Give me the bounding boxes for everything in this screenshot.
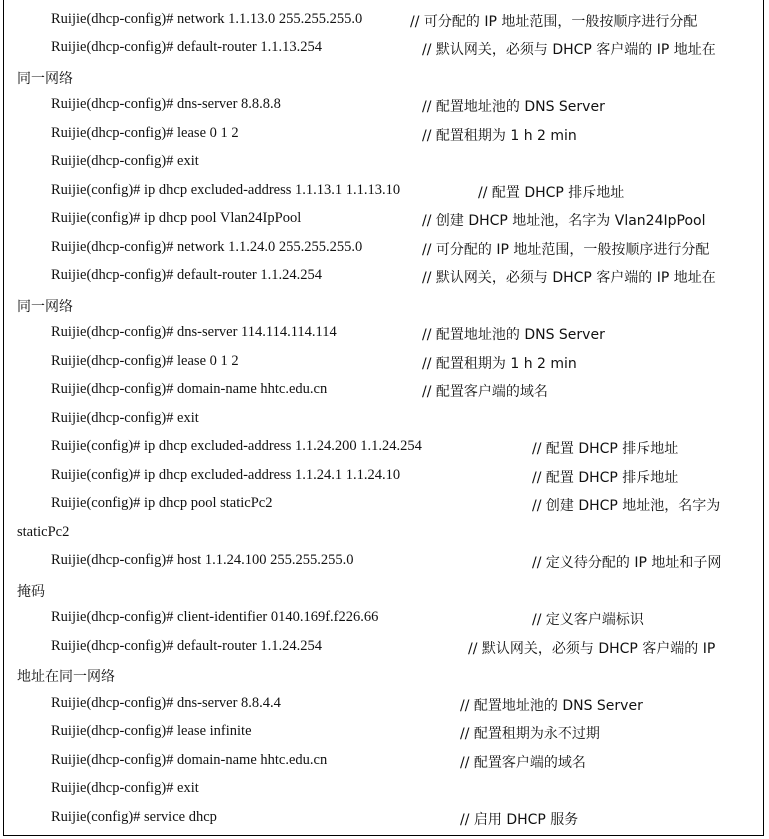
- code-line: [4, 347, 769, 375]
- comment-text: // 配置租期为 1 h 2 min: [422, 128, 577, 144]
- comment-text: // 配置 DHCP 排斥地址: [478, 185, 625, 201]
- code-line: [4, 318, 769, 346]
- command-text: Ruijie(dhcp-config)# domain-name hhtc.edu.cn: [51, 752, 328, 768]
- code-line: [4, 375, 769, 403]
- command-text: Ruijie(config)# ip dhcp excluded-address 1.1.24.1 1.1.24.10: [51, 467, 401, 483]
- code-line: [4, 461, 769, 489]
- code-line: [4, 803, 769, 831]
- wrapped-text: 同一网络: [17, 299, 73, 315]
- code-line: [4, 746, 769, 774]
- code-line: [4, 774, 769, 802]
- comment-text: // 定义客户端标识: [532, 612, 644, 628]
- command-text: Ruijie(dhcp-config)# client-identifier 0140.169f.f226.66: [51, 609, 379, 625]
- command-text: Ruijie(config)# ip dhcp excluded-address 1.1.24.200 1.1.24.254: [51, 438, 422, 454]
- comment-text: // 创建 DHCP 地址池，名字为 Vlan24IpPool: [422, 213, 706, 229]
- code-line: [4, 204, 769, 232]
- code-line: [4, 261, 769, 289]
- comment-text: // 默认网关，必须与 DHCP 客户端的 IP: [468, 641, 716, 657]
- command-text: Ruijie(dhcp-config)# lease 0 1 2: [51, 353, 239, 369]
- command-text: Ruijie(config)# ip dhcp pool Vlan24IpPool: [51, 210, 302, 226]
- wrapped-text: 同一网络: [17, 71, 73, 87]
- code-line-continuation: [4, 575, 769, 603]
- comment-text: // 启用 DHCP 服务: [460, 812, 579, 828]
- comment-text: // 配置客户端的域名: [422, 384, 548, 400]
- command-text: Ruijie(dhcp-config)# default-router 1.1.13.254: [51, 39, 322, 55]
- code-line: [4, 489, 769, 517]
- command-text: Ruijie(dhcp-config)# default-router 1.1.24.254: [51, 267, 322, 283]
- code-line: [4, 5, 769, 33]
- command-text: Ruijie(dhcp-config)# host 1.1.24.100 255.255.255.0: [51, 552, 354, 568]
- comment-text: // 配置客户端的域名: [460, 755, 586, 771]
- code-line: [4, 432, 769, 460]
- code-line: [4, 90, 769, 118]
- command-text: Ruijie(dhcp-config)# network 1.1.13.0 255.255.255.0: [51, 11, 363, 27]
- wrapped-text: staticPc2: [17, 524, 70, 540]
- code-line-continuation: [4, 62, 769, 90]
- comment-text: // 配置租期为永不过期: [460, 726, 600, 742]
- code-listing-frame: [3, 0, 764, 836]
- wrapped-text: 掩码: [17, 584, 45, 600]
- code-line-continuation: [4, 660, 769, 688]
- comment-text: // 定义待分配的 IP 地址和子网: [532, 555, 722, 571]
- command-text: Ruijie(dhcp-config)# exit: [51, 153, 199, 169]
- comment-text: // 配置地址池的 DNS Server: [422, 327, 605, 343]
- comment-text: // 可分配的 IP 地址范围，一般按顺序进行分配: [410, 14, 698, 30]
- comment-text: // 默认网关，必须与 DHCP 客户端的 IP 地址在: [422, 42, 716, 58]
- comment-text: // 默认网关，必须与 DHCP 客户端的 IP 地址在: [422, 270, 716, 286]
- command-text: Ruijie(dhcp-config)# dns-server 8.8.4.4: [51, 695, 281, 711]
- comment-text: // 配置 DHCP 排斥地址: [532, 441, 679, 457]
- command-text: Ruijie(dhcp-config)# dns-server 8.8.8.8: [51, 96, 281, 112]
- command-text: Ruijie(dhcp-config)# lease infinite: [51, 723, 252, 739]
- code-line-continuation: [4, 290, 769, 318]
- comment-text: // 创建 DHCP 地址池，名字为: [532, 498, 721, 514]
- comment-text: // 配置地址池的 DNS Server: [422, 99, 605, 115]
- command-text: Ruijie(dhcp-config)# default-router 1.1.24.254: [51, 638, 322, 654]
- code-line: [4, 147, 769, 175]
- code-line: [4, 404, 769, 432]
- command-text: Ruijie(dhcp-config)# exit: [51, 410, 199, 426]
- comment-text: // 配置地址池的 DNS Server: [460, 698, 643, 714]
- command-text: Ruijie(dhcp-config)# lease 0 1 2: [51, 125, 239, 141]
- wrapped-text: 地址在同一网络: [17, 669, 115, 685]
- code-line: [4, 689, 769, 717]
- code-line: [4, 632, 769, 660]
- code-line: [4, 233, 769, 261]
- code-line-continuation: [4, 518, 769, 546]
- code-line: [4, 546, 769, 574]
- command-text: Ruijie(dhcp-config)# domain-name hhtc.edu.cn: [51, 381, 328, 397]
- code-line: [4, 33, 769, 61]
- command-text: Ruijie(config)# ip dhcp excluded-address 1.1.13.1 1.1.13.10: [51, 182, 401, 198]
- comment-text: // 配置 DHCP 排斥地址: [532, 470, 679, 486]
- command-text: Ruijie(config)# ip dhcp pool staticPc2: [51, 495, 273, 511]
- command-text: Ruijie(dhcp-config)# dns-server 114.114.114.114: [51, 324, 337, 340]
- command-text: Ruijie(dhcp-config)# exit: [51, 780, 199, 796]
- command-text: Ruijie(config)# service dhcp: [51, 809, 217, 825]
- command-text: Ruijie(dhcp-config)# network 1.1.24.0 255.255.255.0: [51, 239, 363, 255]
- code-line: [4, 176, 769, 204]
- code-line: [4, 603, 769, 631]
- code-line: [4, 119, 769, 147]
- comment-text: // 配置租期为 1 h 2 min: [422, 356, 577, 372]
- code-line: [4, 717, 769, 745]
- comment-text: // 可分配的 IP 地址范围，一般按顺序进行分配: [422, 242, 710, 258]
